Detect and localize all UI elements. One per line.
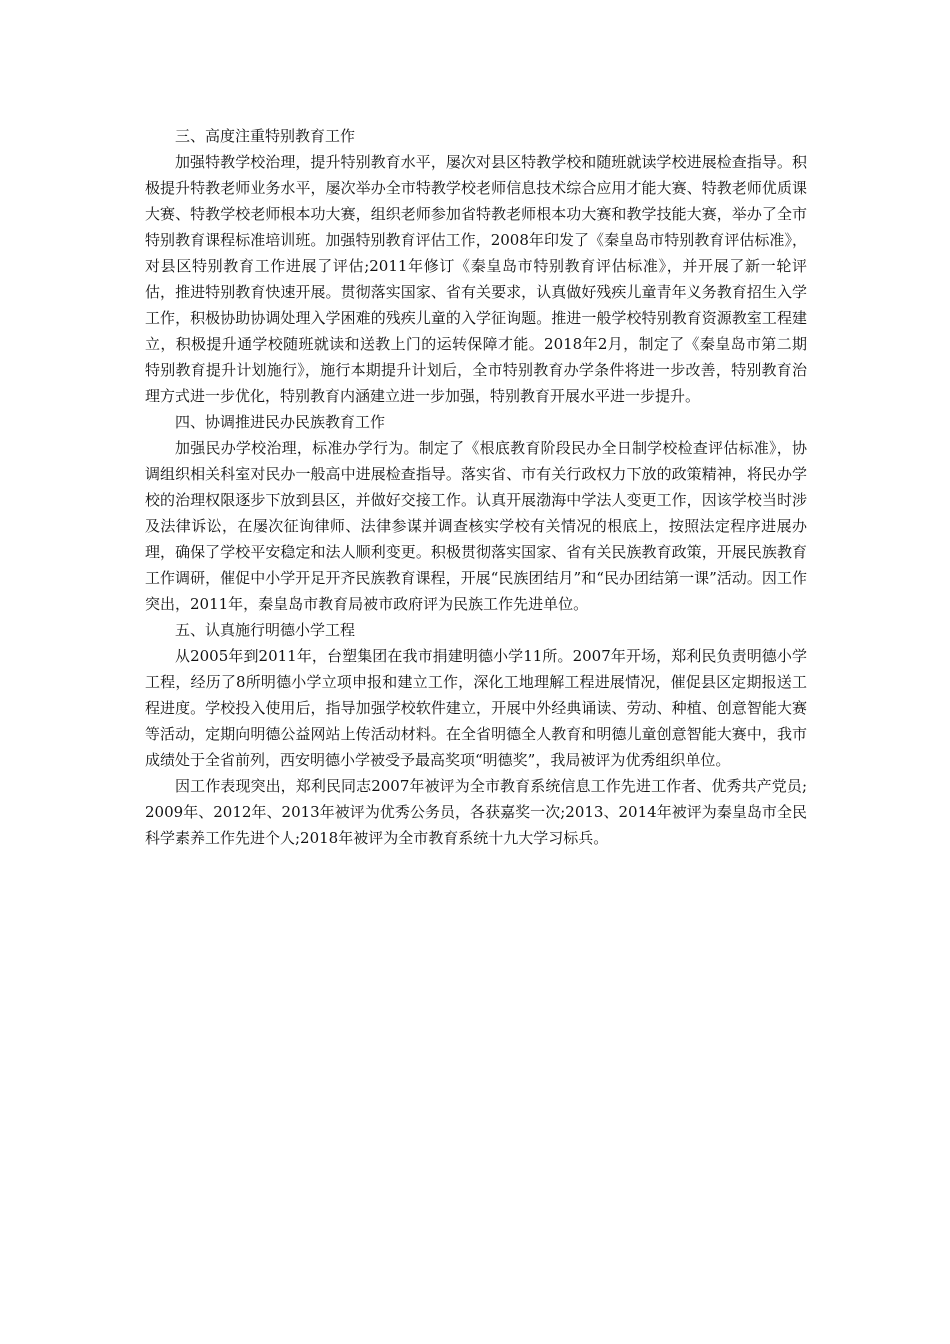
document-body — [145, 123, 807, 851]
section-heading-mingde-school-project: 五、认真施行明德小学工程 — [175, 621, 356, 639]
section-heading-private-ethnic-education: 四、协调推进民办民族教育工作 — [175, 413, 386, 431]
paragraph-mingde-school-project: 从2005年到2011年，台塑集团在我市捐建明德小学11所。2007年开场，郑利民负责明德小学工程，经历了8所明德小学立项申报和建立工作，深化工地理解工程进展情况，催促县区定期报送工程进度。学校投入使用后，指导加强学校软件建立，开展中外经典诵读、劳动、种植、创意智能大赛等活动，定期向明德公益网站上传活动材料。在全省明德全人教育和明德儿童创意智能大赛中，我市成绩处于全省前列，西安明德小学被受予最高奖项“明德奖”，我局被评为优秀组织单位。 — [145, 647, 807, 769]
paragraph-special-education: 加强特教学校治理，提升特别教育水平，屡次对县区特教学校和随班就读学校进展检查指导。积极提升特教老师业务水平，屡次举办全市特教学校老师信息技术综合应用才能大赛、特教老师优质课大赛、特教学校老师根本功大赛，组织老师参加省特教老师根本功大赛和教学技能大赛，举办了全市特别教育课程标准培训班。加强特别教育评估工作，2008年印发了《秦皇岛市特别教育评估标准》，对县区特别教育工作进展了评估;2011年修订《秦皇岛市特别教育评估标准》，并开展了新一轮评估，推进特别教育快速开展。贯彻落实国家、省有关要求，认真做好残疾儿童青年义务教育招生入学工作，积极协助协调处理入学困难的残疾儿童的入学征询题。推进一般学校特别教育资源教室工程建立，积极提升通学校随班就读和送教上门的运转保障才能。2018年2月，制定了《秦皇岛市第二期特别教育提升计划施行》，施行本期提升计划后，全市特别教育办学条件将进一步改善，特别教育治理方式进一步优化，特别教育内涵建立进一步加强，特别教育开展水平进一步提升。 — [145, 153, 807, 405]
paragraph-honors: 因工作表现突出，郑利民同志2007年被评为全市教育系统信息工作先进工作者、优秀共产党员;2009年、2012年、2013年被评为优秀公务员，各获嘉奖一次;2013、2014年被评为秦皇岛市全民科学素养工作先进个人;2018年被评为全市教育系统十九大学习标兵。 — [145, 777, 807, 847]
paragraph-private-ethnic-education: 加强民办学校治理，标准办学行为。制定了《根底教育阶段民办全日制学校检查评估标准》，协调组织相关科室对民办一般高中进展检查指导。落实省、市有关行政权力下放的政策精神，将民办学校的治理权限逐步下放到县区，并做好交接工作。认真开展渤海中学法人变更工作，因该学校当时涉及法律诉讼，在屡次征询律师、法律参谋并调查核实学校有关情况的根底上，按照法定程序进展办理，确保了学校平安稳定和法人顺利变更。积极贯彻落实国家、省有关民族教育政策，开展民族教育工作调研，催促中小学开足开齐民族教育课程，开展“民族团结月”和“民办团结第一课”活动。因工作突出，2011年，秦皇岛市教育局被市政府评为民族工作先进单位。 — [145, 439, 807, 613]
section-heading-special-education: 三、高度注重特别教育工作 — [175, 127, 356, 145]
